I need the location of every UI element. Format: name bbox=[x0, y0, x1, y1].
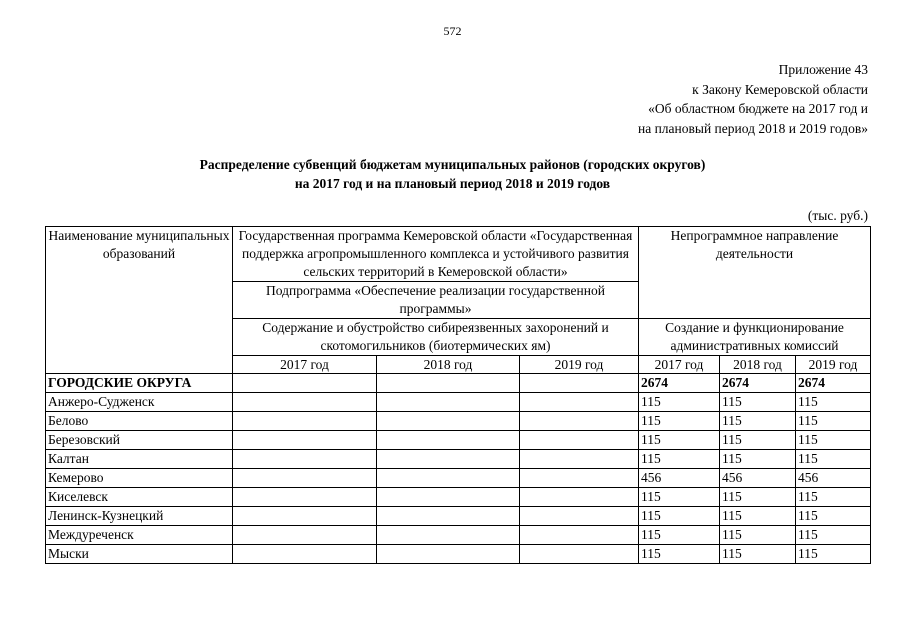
program-2019-value bbox=[520, 545, 639, 564]
table-row bbox=[46, 431, 871, 450]
table-row bbox=[46, 412, 871, 431]
program-2017-value bbox=[233, 393, 377, 412]
table-row bbox=[46, 507, 871, 526]
year-header: 2018 год bbox=[377, 356, 520, 374]
nonprogram-2019-value: 115 bbox=[796, 507, 871, 526]
nonprogram-2019-value: 115 bbox=[796, 412, 871, 431]
municipality-name: Мыски bbox=[46, 545, 233, 564]
nonprogram-2017-value: 2674 bbox=[639, 374, 720, 393]
units-label: (тыс. руб.) bbox=[807, 208, 868, 223]
nonprogram-2017-value: 115 bbox=[639, 412, 720, 431]
nonprogram-2019-value: 115 bbox=[796, 488, 871, 507]
program-header: Государственная программа Кемеровской области «Государственная поддержка агропромышленного комплекса и устойчивого развития сельских территорий в Кемеровской области» bbox=[233, 227, 639, 282]
program-2019-value bbox=[520, 450, 639, 469]
municipality-name: Березовский bbox=[46, 431, 233, 450]
program-2017-value bbox=[233, 431, 377, 450]
nonprogram-2019-value: 115 bbox=[796, 450, 871, 469]
nonprogram-2019-value: 115 bbox=[796, 526, 871, 545]
program-2019-value bbox=[520, 469, 639, 488]
nonprogram-2018-value: 115 bbox=[720, 450, 796, 469]
municipality-name: Калтан bbox=[46, 450, 233, 469]
municipality-name: Междуреченск bbox=[46, 526, 233, 545]
program-2017-value bbox=[233, 374, 377, 393]
appendix-line: «Об областном бюджете на 2017 год и bbox=[648, 101, 868, 116]
program-2019-value bbox=[520, 393, 639, 412]
year-header: 2017 год bbox=[233, 356, 377, 374]
nonprogram-2018-value: 115 bbox=[720, 507, 796, 526]
nonprogram-header: Непрограммное направление деятельности bbox=[639, 227, 871, 319]
appendix-reference bbox=[638, 60, 868, 138]
municipality-name: ГОРОДСКИЕ ОКРУГА bbox=[46, 374, 233, 393]
program-2018-value bbox=[377, 526, 520, 545]
nonprogram-measure-header: Создание и функционирование административных комиссий bbox=[639, 319, 871, 356]
program-2019-value bbox=[520, 412, 639, 431]
program-2018-value bbox=[377, 488, 520, 507]
program-2018-value bbox=[377, 374, 520, 393]
nonprogram-2019-value: 115 bbox=[796, 545, 871, 564]
nonprogram-2017-value: 456 bbox=[639, 469, 720, 488]
program-2018-value bbox=[377, 469, 520, 488]
table-body bbox=[46, 374, 871, 564]
nonprogram-2018-value: 115 bbox=[720, 526, 796, 545]
subsidy-table bbox=[45, 226, 871, 564]
nonprogram-2018-value: 115 bbox=[720, 545, 796, 564]
program-2019-value bbox=[520, 526, 639, 545]
nonprogram-2018-value: 115 bbox=[720, 393, 796, 412]
table-row bbox=[46, 374, 871, 393]
nonprogram-2019-value: 2674 bbox=[796, 374, 871, 393]
program-2018-value bbox=[377, 412, 520, 431]
program-2018-value bbox=[377, 393, 520, 412]
appendix-line: на плановый период 2018 и 2019 годов» bbox=[637, 120, 868, 136]
nonprogram-2017-value: 115 bbox=[639, 545, 720, 564]
nonprogram-2017-value: 115 bbox=[639, 450, 720, 469]
program-2019-value bbox=[520, 507, 639, 526]
nonprogram-2017-value: 115 bbox=[639, 393, 720, 412]
nonprogram-2019-value: 115 bbox=[796, 431, 871, 450]
title-line: Распределение субвенций бюджетам муниципальных районов (городских округов) bbox=[199, 157, 706, 172]
municipality-name: Кемерово bbox=[46, 469, 233, 488]
document-title bbox=[0, 155, 905, 193]
municipality-name: Ленинск-Кузнецкий bbox=[46, 507, 233, 526]
nonprogram-2018-value: 456 bbox=[720, 469, 796, 488]
program-2017-value bbox=[233, 488, 377, 507]
year-header: 2018 год bbox=[720, 356, 796, 374]
program-2017-value bbox=[233, 545, 377, 564]
nonprogram-2019-value: 456 bbox=[796, 469, 871, 488]
program-2017-value bbox=[233, 450, 377, 469]
title-line: на 2017 год и на плановый период 2018 и 2019 годов bbox=[294, 176, 611, 191]
table-row bbox=[46, 469, 871, 488]
table-row bbox=[46, 488, 871, 507]
nonprogram-2019-value: 115 bbox=[796, 393, 871, 412]
year-header: 2017 год bbox=[639, 356, 720, 374]
municipality-name: Белово bbox=[46, 412, 233, 431]
nonprogram-2017-value: 115 bbox=[639, 526, 720, 545]
nonprogram-2017-value: 115 bbox=[639, 488, 720, 507]
program-2019-value bbox=[520, 374, 639, 393]
nonprogram-2018-value: 115 bbox=[720, 431, 796, 450]
year-header: 2019 год bbox=[520, 356, 639, 374]
table-row bbox=[46, 545, 871, 564]
program-2017-value bbox=[233, 469, 377, 488]
year-header: 2019 год bbox=[796, 356, 871, 374]
subprogram-header: Подпрограмма «Обеспечение реализации государственной программы» bbox=[233, 282, 639, 319]
nonprogram-2017-value: 115 bbox=[639, 507, 720, 526]
program-2018-value bbox=[377, 507, 520, 526]
page-number: 572 bbox=[443, 24, 462, 38]
municipality-name: Киселевск bbox=[46, 488, 233, 507]
program-2018-value bbox=[377, 450, 520, 469]
table-row bbox=[46, 526, 871, 545]
municipality-column-header: Наименование муниципальных образований bbox=[46, 227, 233, 374]
appendix-line: к Закону Кемеровской области bbox=[692, 81, 868, 97]
table-row bbox=[46, 393, 871, 412]
nonprogram-2018-value: 115 bbox=[720, 488, 796, 507]
program-2018-value bbox=[377, 431, 520, 450]
nonprogram-2018-value: 115 bbox=[720, 412, 796, 431]
appendix-line: Приложение 43 bbox=[778, 62, 868, 77]
municipality-name: Анжеро-Судженск bbox=[46, 393, 233, 412]
program-2019-value bbox=[520, 431, 639, 450]
nonprogram-2017-value: 115 bbox=[639, 431, 720, 450]
program-2017-value bbox=[233, 412, 377, 431]
program-2017-value bbox=[233, 526, 377, 545]
program-2017-value bbox=[233, 507, 377, 526]
nonprogram-2018-value: 2674 bbox=[720, 374, 796, 393]
program-2019-value bbox=[520, 488, 639, 507]
table-row bbox=[46, 450, 871, 469]
measure-header: Содержание и обустройство сибиреязвенных захоронений и скотомогильников (биотермических ям) bbox=[233, 319, 639, 356]
program-2018-value bbox=[377, 545, 520, 564]
